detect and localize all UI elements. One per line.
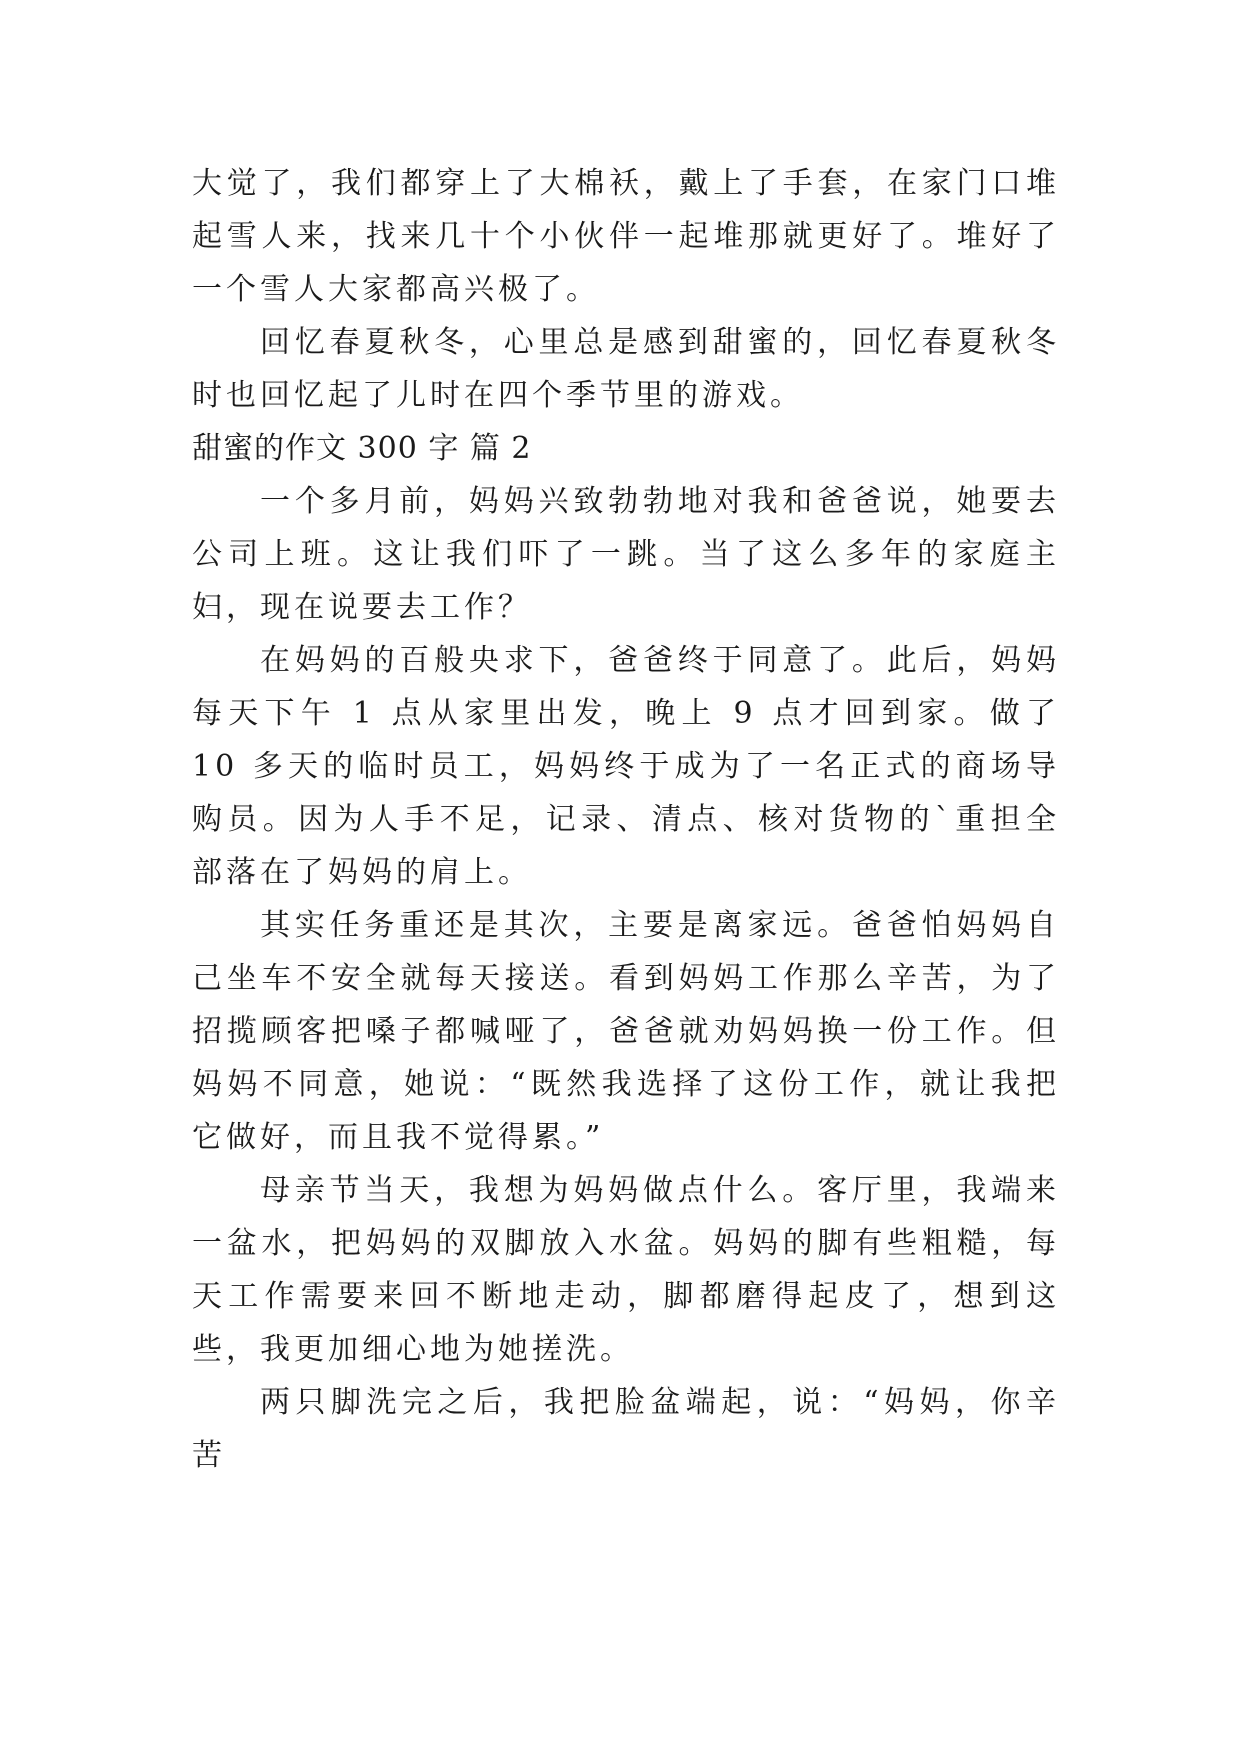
paragraph-continuation: 大觉了，我们都穿上了大棉袄，戴上了手套，在家门口堆起雪人来，找来几十个小伙伴一起堆那就更好了。堆好了一个雪人大家都高兴极了。 xyxy=(192,166,1060,307)
paragraph-dad-agrees: 在妈妈的百般央求下，爸爸终于同意了。此后，妈妈每天下午 1 点从家里出发，晚上 9 点才回到家。做了 10 多天的临时员工，妈妈终于成为了一名正式的商场导购员。因为人手不足，记录、清点、核对货物的`重担全部落在了妈妈的肩上。 xyxy=(192,643,1060,890)
document-body xyxy=(192,157,1060,1482)
paragraph-mom-work: 一个多月前，妈妈兴致勃勃地对我和爸爸说，她要去公司上班。这让我们吓了一跳。当了这么多年的家庭主妇，现在说要去工作？ xyxy=(192,484,1060,625)
paragraph-far-from-home: 其实任务重还是其次，主要是离家远。爸爸怕妈妈自己坐车不安全就每天接送。看到妈妈工作那么辛苦，为了招揽顾客把嗓子都喊哑了，爸爸就劝妈妈换一份工作。但妈妈不同意，她说：“既然我选择了这份工作，就让我把它做好，而且我不觉得累。” xyxy=(192,908,1060,1155)
paragraph-mothers-day: 母亲节当天，我想为妈妈做点什么。客厅里，我端来一盆水，把妈妈的双脚放入水盆。妈妈的脚有些粗糙，每天工作需要来回不断地走动，脚都磨得起皮了，想到这些，我更加细心地为她搓洗。 xyxy=(192,1173,1060,1367)
essay-title: 甜蜜的作文 300 字 篇 2 xyxy=(192,431,532,466)
paragraph-recollection: 回忆春夏秋冬，心里总是感到甜蜜的，回忆春夏秋冬时也回忆起了儿时在四个季节里的游戏。 xyxy=(192,325,1060,413)
paragraph-washing-done: 两只脚洗完之后，我把脸盆端起，说：“妈妈，你辛苦 xyxy=(192,1385,1060,1473)
